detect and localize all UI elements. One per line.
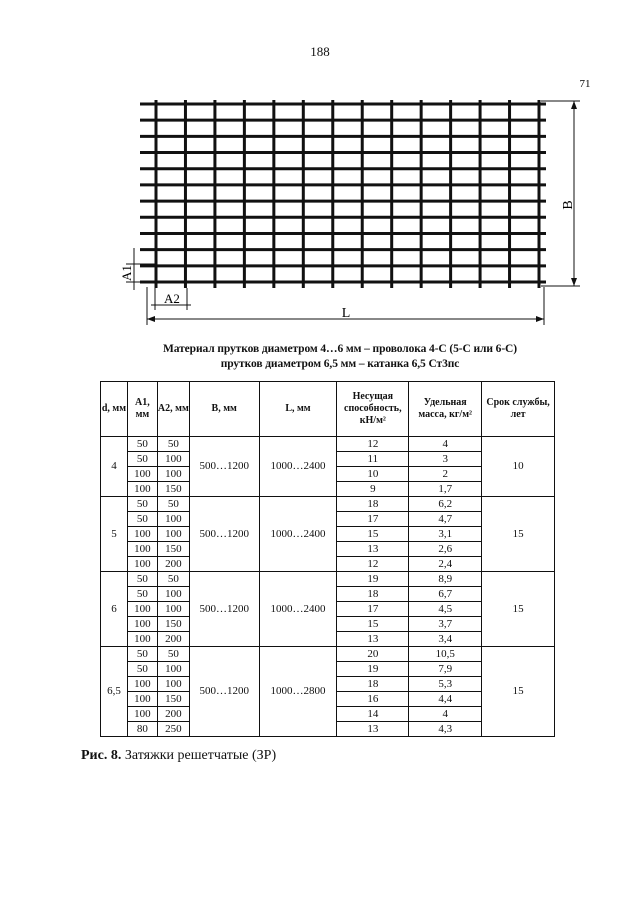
cell-capacity: 13 — [337, 722, 409, 737]
cell-a1: 50 — [127, 647, 157, 662]
cell-mass: 5,3 — [409, 677, 482, 692]
cell-a1: 100 — [127, 632, 157, 647]
cell-a2: 150 — [157, 542, 189, 557]
cell-capacity: 18 — [337, 587, 409, 602]
cell-capacity: 10 — [337, 467, 409, 482]
cell-mass: 3 — [409, 452, 482, 467]
cell-d: 6 — [101, 572, 128, 647]
cell-a1: 80 — [127, 722, 157, 737]
cell-a2: 150 — [157, 482, 189, 497]
cell-a2: 200 — [157, 632, 189, 647]
mesh-spec-table — [100, 381, 555, 737]
header-a1: A1, мм — [127, 382, 157, 437]
cell-capacity: 13 — [337, 542, 409, 557]
material-note-line-1: Материал прутков диаметром 4…6 мм – проволока 4-С (5-С или 6-С) — [163, 343, 517, 355]
cell-capacity: 18 — [337, 497, 409, 512]
cell-a1: 100 — [127, 707, 157, 722]
cell-capacity: 18 — [337, 677, 409, 692]
material-note-line-2: прутков диаметром 6,5 мм – катанка 6,5 Ст3пс — [220, 358, 460, 370]
cell-mass: 2 — [409, 467, 482, 482]
cell-d: 5 — [101, 497, 128, 572]
cell-a2: 50 — [157, 647, 189, 662]
table-row — [101, 497, 555, 512]
cell-a2: 50 — [157, 497, 189, 512]
cell-a2: 200 — [157, 557, 189, 572]
cell-a1: 50 — [127, 452, 157, 467]
cell-b: 500…1200 — [189, 497, 259, 572]
cell-mass: 6,7 — [409, 587, 482, 602]
cell-capacity: 9 — [337, 482, 409, 497]
header-mass: Удельная масса, кг/м² — [409, 382, 482, 437]
cell-life: 15 — [482, 647, 555, 737]
cell-a1: 100 — [127, 542, 157, 557]
cell-a2: 100 — [157, 602, 189, 617]
corner-mark: 71 — [579, 78, 591, 90]
cell-a2: 50 — [157, 572, 189, 587]
cell-capacity: 19 — [337, 572, 409, 587]
dimension-lines — [126, 101, 580, 325]
cell-a2: 100 — [157, 512, 189, 527]
cell-life: 15 — [482, 572, 555, 647]
cell-capacity: 17 — [337, 602, 409, 617]
cell-a1: 50 — [127, 587, 157, 602]
cell-mass: 10,5 — [409, 647, 482, 662]
cell-mass: 4 — [409, 437, 482, 452]
cell-mass: 3,1 — [409, 527, 482, 542]
cell-capacity: 19 — [337, 662, 409, 677]
cell-capacity: 20 — [337, 647, 409, 662]
table-header-row — [101, 382, 555, 437]
cell-mass: 1,7 — [409, 482, 482, 497]
cell-capacity: 16 — [337, 692, 409, 707]
cell-mass: 3,4 — [409, 632, 482, 647]
cell-mass: 6,2 — [409, 497, 482, 512]
cell-mass: 2,4 — [409, 557, 482, 572]
cell-a2: 100 — [157, 587, 189, 602]
cell-l: 1000…2400 — [259, 497, 337, 572]
header-life: Срок службы, лет — [482, 382, 555, 437]
mesh-grid — [140, 100, 546, 288]
header-capacity: Несущая способность, кН/м² — [337, 382, 409, 437]
cell-a1: 50 — [127, 662, 157, 677]
cell-d: 6,5 — [101, 647, 128, 737]
figure-caption — [81, 748, 276, 764]
cell-capacity: 12 — [337, 557, 409, 572]
cell-capacity: 17 — [337, 512, 409, 527]
cell-d: 4 — [101, 437, 128, 497]
cell-a1: 50 — [127, 572, 157, 587]
page-number: 188 — [310, 44, 330, 59]
cell-capacity: 15 — [337, 527, 409, 542]
cell-capacity: 11 — [337, 452, 409, 467]
cell-mass: 3,7 — [409, 617, 482, 632]
dim-label-l: L — [341, 306, 351, 321]
header-a2: A2, мм — [157, 382, 189, 437]
cell-life: 15 — [482, 497, 555, 572]
cell-a2: 50 — [157, 437, 189, 452]
cell-a1: 100 — [127, 602, 157, 617]
cell-a2: 200 — [157, 707, 189, 722]
cell-capacity: 13 — [337, 632, 409, 647]
cell-mass: 4,3 — [409, 722, 482, 737]
cell-a1: 50 — [127, 437, 157, 452]
cell-l: 1000…2800 — [259, 647, 337, 737]
cell-a2: 100 — [157, 662, 189, 677]
cell-a2: 150 — [157, 617, 189, 632]
cell-a1: 100 — [127, 467, 157, 482]
cell-a2: 100 — [157, 467, 189, 482]
cell-b: 500…1200 — [189, 572, 259, 647]
cell-a1: 100 — [127, 692, 157, 707]
cell-b: 500…1200 — [189, 437, 259, 497]
cell-a1: 50 — [127, 497, 157, 512]
dim-label-a1: A1 — [119, 265, 134, 281]
cell-a2: 100 — [157, 527, 189, 542]
cell-a1: 100 — [127, 677, 157, 692]
cell-capacity: 12 — [337, 437, 409, 452]
cell-life: 10 — [482, 437, 555, 497]
cell-mass: 4,5 — [409, 602, 482, 617]
cell-mass: 8,9 — [409, 572, 482, 587]
cell-a2: 100 — [157, 677, 189, 692]
dim-label-a2: A2 — [164, 291, 180, 306]
cell-mass: 4,7 — [409, 512, 482, 527]
cell-l: 1000…2400 — [259, 572, 337, 647]
table-row — [101, 572, 555, 587]
cell-a2: 150 — [157, 692, 189, 707]
cell-a2: 100 — [157, 452, 189, 467]
table-row — [101, 647, 555, 662]
cell-mass: 7,9 — [409, 662, 482, 677]
cell-mass: 2,6 — [409, 542, 482, 557]
dim-label-b: B — [561, 200, 576, 210]
cell-capacity: 15 — [337, 617, 409, 632]
grid-mesh-drawing — [0, 0, 640, 340]
cell-l: 1000…2400 — [259, 437, 337, 497]
cell-a1: 100 — [127, 557, 157, 572]
cell-a2: 250 — [157, 722, 189, 737]
cell-mass: 4 — [409, 707, 482, 722]
cell-capacity: 14 — [337, 707, 409, 722]
header-b: B, мм — [189, 382, 259, 437]
cell-a1: 100 — [127, 617, 157, 632]
header-l: L, мм — [259, 382, 337, 437]
cell-a1: 50 — [127, 512, 157, 527]
cell-a1: 100 — [127, 527, 157, 542]
header-d: d, мм — [101, 382, 128, 437]
cell-a1: 100 — [127, 482, 157, 497]
cell-b: 500…1200 — [189, 647, 259, 737]
table-body — [101, 437, 555, 737]
figure-title: Затяжки решетчатые (ЗР) — [124, 748, 277, 763]
figure-label: Рис. 8. — [81, 748, 122, 763]
cell-mass: 4,4 — [409, 692, 482, 707]
table-row — [101, 437, 555, 452]
